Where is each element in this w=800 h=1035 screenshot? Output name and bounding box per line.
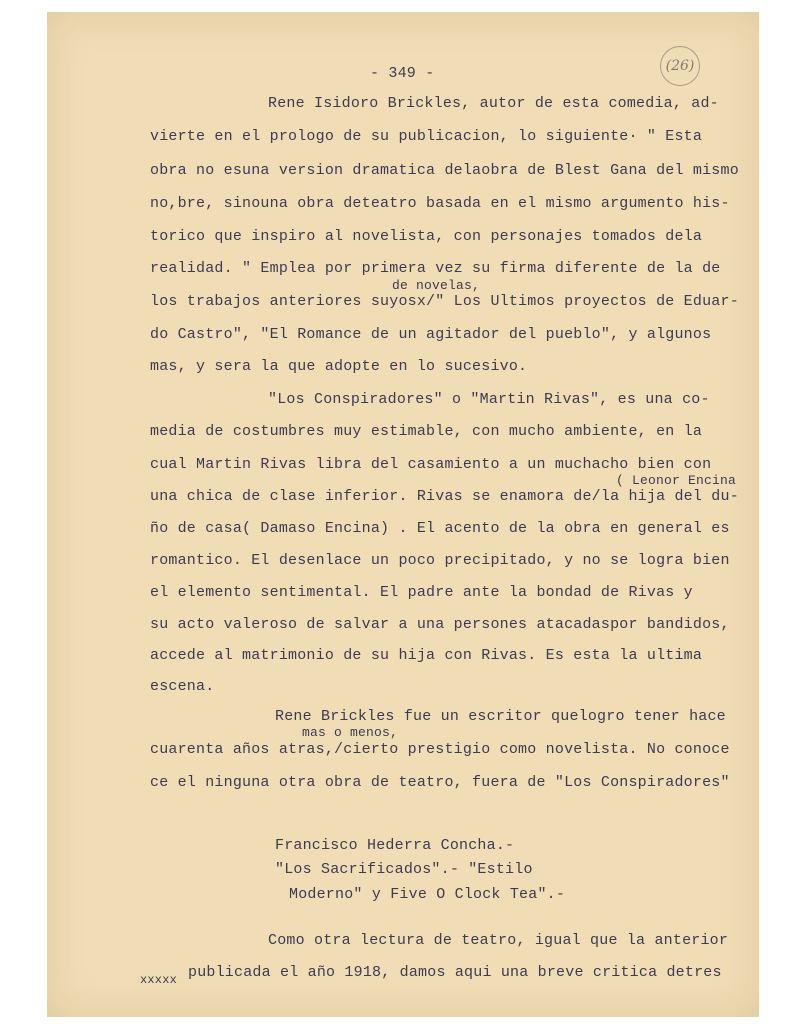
body-line: ce el ninguna otra obra de teatro, fuera de "Los Conspiradores" (150, 774, 730, 791)
body-line: obra no esuna version dramatica delaobra de Blest Gana del mismo (150, 162, 739, 179)
page-number: - 349 - (370, 65, 435, 82)
section-works: Moderno" y Five O Clock Tea".- (289, 886, 566, 903)
body-line: vierte en el prologo de su publicacion, lo siguiente· " Esta (150, 128, 703, 145)
archive-stamp: (26) (660, 46, 700, 86)
body-line: su acto valeroso de salvar a una persones atacadaspor bandidos, (150, 616, 730, 633)
body-line: Rene Isidoro Brickles, autor de esta comedia, ad- (268, 95, 719, 112)
body-line: cuarenta años atras,/cierto prestigio como novelista. No conoce (150, 741, 730, 758)
body-line: publicada el año 1918, damos aqui una breve critica detres (188, 964, 722, 981)
body-line: torico que inspiro al novelista, con personajes tomados dela (150, 228, 703, 245)
interlinear-insert: ( Leonor Encina (616, 473, 737, 488)
body-line: Rene Brickles fue un escritor quelogro tener hace (275, 708, 726, 725)
body-line: ño de casa( Damaso Encina) . El acento de la obra en general es (150, 520, 730, 537)
body-line: romantico. El desenlace un poco precipitado, y no se logra bien (150, 552, 730, 569)
body-line: Como otra lectura de teatro, igual que la anterior (268, 932, 729, 949)
body-line: escena. (150, 678, 215, 695)
body-line: el elemento sentimental. El padre ante la bondad de Rivas y (150, 584, 693, 601)
body-line: una chica de clase inferior. Rivas se enamora de/la hija del du- (150, 488, 739, 505)
body-line: media de costumbres muy estimable, con mucho ambiente, en la (150, 423, 703, 440)
interlinear-insert: de novelas, (392, 278, 481, 293)
section-author: Francisco Hederra Concha.- (275, 837, 515, 854)
body-line: los trabajos anteriores suyosx/" Los Ultimos proyectos de Eduar- (150, 293, 739, 310)
struck-out-text: xxxxx (140, 973, 178, 987)
body-line: accede al matrimonio de su hija con Rivas. Es esta la ultima (150, 647, 703, 664)
interlinear-insert: mas o menos, (302, 725, 399, 740)
section-works: "Los Sacrificados".- "Estilo (275, 861, 533, 878)
body-line: realidad. " Emplea por primera vez su firma diferente de la de (150, 260, 721, 277)
body-line: no,bre, sinouna obra deteatro basada en el mismo argumento his- (150, 195, 730, 212)
body-line: cual Martin Rivas libra del casamiento a un muchacho bien con (150, 456, 712, 473)
body-line: mas, y sera la que adopte en lo sucesivo. (150, 358, 528, 375)
body-line: "Los Conspiradores" o "Martin Rivas", es una co- (268, 391, 710, 408)
body-line: do Castro", "El Romance de un agitador del pueblo", y algunos (150, 326, 712, 343)
